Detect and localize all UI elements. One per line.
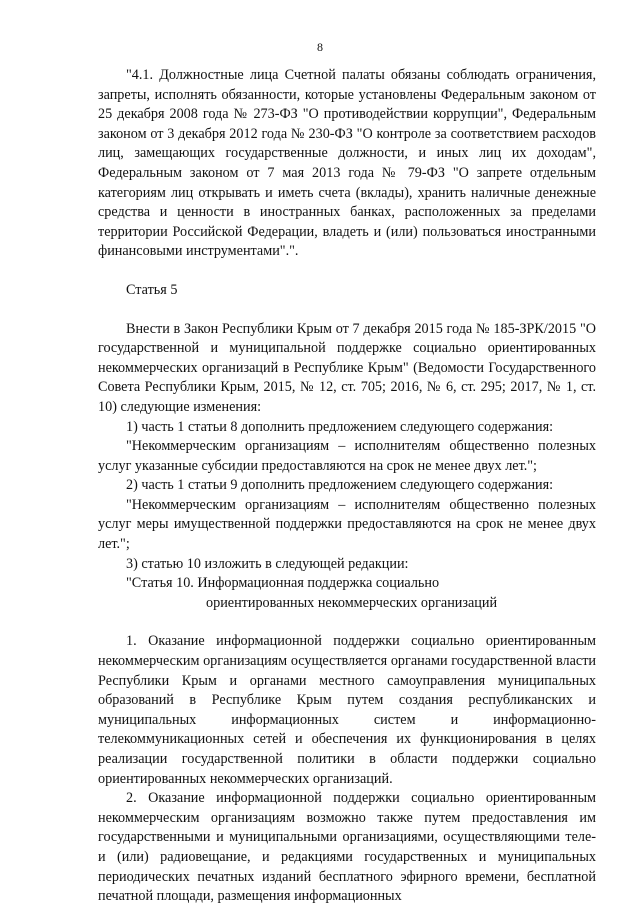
paragraph-4-1: "4.1. Должностные лица Счетной палаты обязаны соблюдать ограничения, запреты, исполнять обязанности, которые установлены Федеральным законом от 25 декабря 2008 года № 273-ФЗ "О противодействии коррупции", Федеральным законом от 3 декабря 2012 года № 230-ФЗ "О контроле за соответствием расходов лиц, замещающих государственные должности, и иных лиц их доходам", Федеральным законом от 7 мая 2013 года № 79-ФЗ "О запрете отдельным категориям лиц открывать и иметь счета (вклады), хранить наличные денежные средства и ценности в иностранных банках, расположенных за пределами территории Российской Федерации, владеть и (или) пользоваться иностранными финансовыми инструментами".". <box>98 67 596 260</box>
document-body <box>98 66 596 907</box>
paragraph-10-1: 1. Оказание информационной поддержки социально ориентированным некоммерческим организациям осуществляется органами государственной власти Республики Крым и органами местного самоуправления муниципальных образований в Республике Крым путем создания республиканских и муниципальных информационных систем и информационно-телекоммуникационных сетей и обеспечения их функционирования в целях реализации государственной политики в области поддержки социально ориентированных некоммерческих организаций. <box>98 633 596 787</box>
paragraph-item-2: 2) часть 1 статьи 9 дополнить предложением следующего содержания: <box>126 477 554 494</box>
paragraph-amend-intro: Внести в Закон Республики Крым от 7 декабря 2015 года № 185-ЗРК/2015 "О государственной и муниципальной поддержке социально ориентированных некоммерческих организаций в Республике Крым" (Ведомости Государственного Совета Республики Крым, 2015, № 12, ст. 705; 2016, № 6, ст. 295; 2017, № 1, ст. 10) следующие изменения: <box>98 320 596 415</box>
paragraph-item-2-text: "Некоммерческим организациям – исполнителям общественно полезных услуг меры имущественной поддержки предоставляются на срок не менее двух лет."; <box>98 496 596 553</box>
paragraph-10-2: 2. Оказание информационной поддержки социально ориентированным некоммерческим организациям возможно также путем предоставления им государственными и муниципальными организациями, осуществляющими теле- и (или) радиовещание, и редакциями государственных и муниципальных периодических печатных изданий бесплатного эфирного времени, бесплатной печатной площади, размещения информационных <box>98 790 596 905</box>
paragraph-item-1: 1) часть 1 статьи 8 дополнить предложением следующего содержания: <box>126 418 554 435</box>
page-number: 8 <box>317 40 323 54</box>
paragraph-item-3: 3) статью 10 изложить в следующей редакции: <box>126 555 409 572</box>
article-10-title-line-1: "Статья 10. Информационная поддержка социально <box>126 575 440 592</box>
article-10-title-line-2: ориентированных некоммерческих организаций <box>206 594 498 611</box>
article-5-heading: Статья 5 <box>126 281 178 298</box>
paragraph-item-1-text: "Некоммерческим организациям – исполнителям общественно полезных услуг указанные субсидии предоставляются на срок не менее двух лет."; <box>98 438 596 474</box>
